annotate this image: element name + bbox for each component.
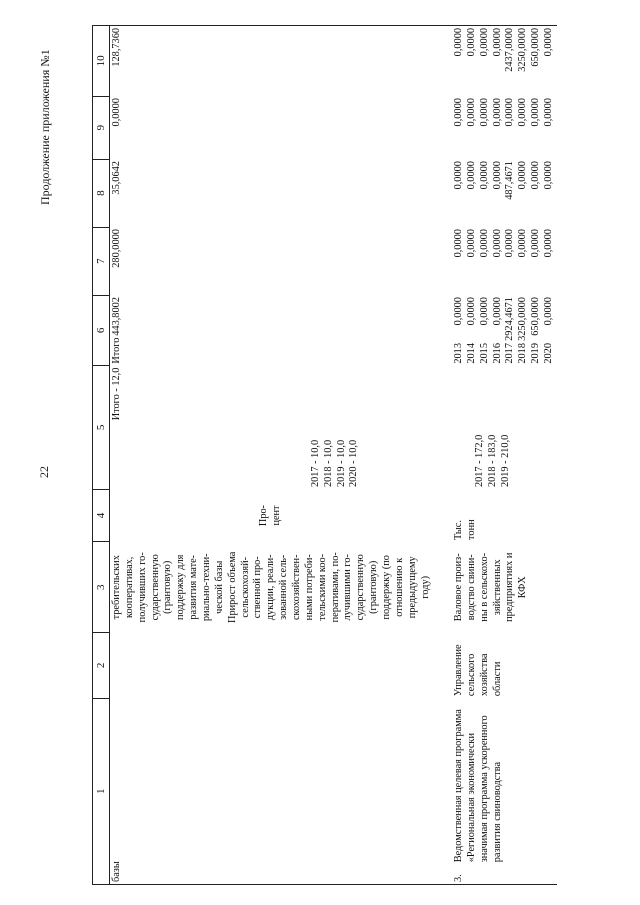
table-row: [452, 26, 557, 885]
target-total: Итого - 12,0: [111, 367, 122, 421]
rotated-table-container: [92, 25, 636, 885]
page-number: 22: [37, 466, 51, 478]
table-row: [110, 26, 453, 885]
row-number: 3.: [453, 874, 464, 882]
program-table: [92, 25, 557, 885]
header-note: Продолжение приложения №1: [38, 49, 52, 205]
col-header-10: 10: [93, 26, 110, 97]
col-header-5: 5: [93, 366, 110, 489]
col-header-3: 3: [93, 542, 110, 633]
cell-col8: 0,0000 0,0000 0,0000 0,0000 487,4671 0,0000 0,0000 0,0000: [453, 161, 555, 200]
cell-col7: 0,0000 0,0000 0,0000 0,0000 0,0000 0,0000 0,0000 0,0000: [453, 229, 555, 258]
cell-text: базы: [111, 861, 122, 882]
cell-indicator: требительских кооперативах, получивших го- сударственную (грантовую) поддержку для развития мате- риально-техни- ческой базы Прирост объема сельскохозяй- ственной про- дукции, реали- зованной сель- скохозяйствен- ными потреби- тельскими коо- перативами, по- лучившими го- сударственную (грантовую) поддержку (по отношению к предыдущему году): [111, 551, 431, 623]
col-header-6: 6: [93, 295, 110, 366]
cell-col8: 35,0642: [111, 161, 122, 195]
target-years: 2017 - 10,0 2018 - 10,0 2019 - 10,0 2020 - 10,0: [309, 439, 360, 488]
col6-values: 0,0000 0,0000 0,0000 0,0000 2924,4671 3250,0000 650,0000 0,0000: [453, 297, 555, 341]
total-label: Итого: [111, 337, 122, 364]
total-value: 443,8002: [111, 297, 122, 336]
col-header-7: 7: [93, 227, 110, 295]
col-header-2: 2: [93, 633, 110, 698]
cell-program-name: [452, 698, 557, 884]
col-header-9: 9: [93, 96, 110, 159]
cell-col10: 128,7360: [110, 26, 453, 97]
cell-indicator: Валовое произ- водство свини- ны в сельскохо- зяйственных предприятиях и КФХ: [453, 552, 529, 622]
col-header-8: 8: [93, 159, 110, 227]
cell-col9: 0,0000 0,0000 0,0000 0,0000 0,0000 0,0000 0,0000 0,0000: [453, 98, 555, 127]
cell-name: [110, 698, 453, 884]
cell-unit: [110, 489, 453, 542]
cell-unit: Тыс. тонн: [453, 519, 477, 540]
cell-targets: [110, 366, 453, 489]
cell-unit-empty: [111, 491, 258, 540]
cell-total: [110, 295, 453, 366]
cell-col7: 280,0000: [111, 229, 122, 268]
years-list: 2013 2014 2015 2016 2017 2018 2019 2020: [453, 343, 555, 364]
col-header-1: 1: [93, 698, 110, 884]
program-name: Ведомственная целевая программа «Региональная экономически значимая программа ускоренного развития свиноводства: [453, 709, 503, 863]
cell-unit-percent: Про- цент: [258, 504, 282, 527]
cell-col10: 0,0000 0,0000 0,0000 0,0000 2437,0000 3250,0000 650,0000 0,0000: [452, 26, 557, 97]
column-number-row: [93, 26, 110, 885]
cell-col9: 0,0000: [111, 98, 122, 127]
cell-targets: 2017 - 172,0 2018 - 183,0 2019 - 210,0: [474, 434, 511, 488]
col-header-4: 4: [93, 489, 110, 542]
cell-responsible: [110, 633, 453, 698]
cell-responsible: Управление сельского хозяйства области: [453, 644, 503, 697]
cell-years: [452, 295, 557, 366]
